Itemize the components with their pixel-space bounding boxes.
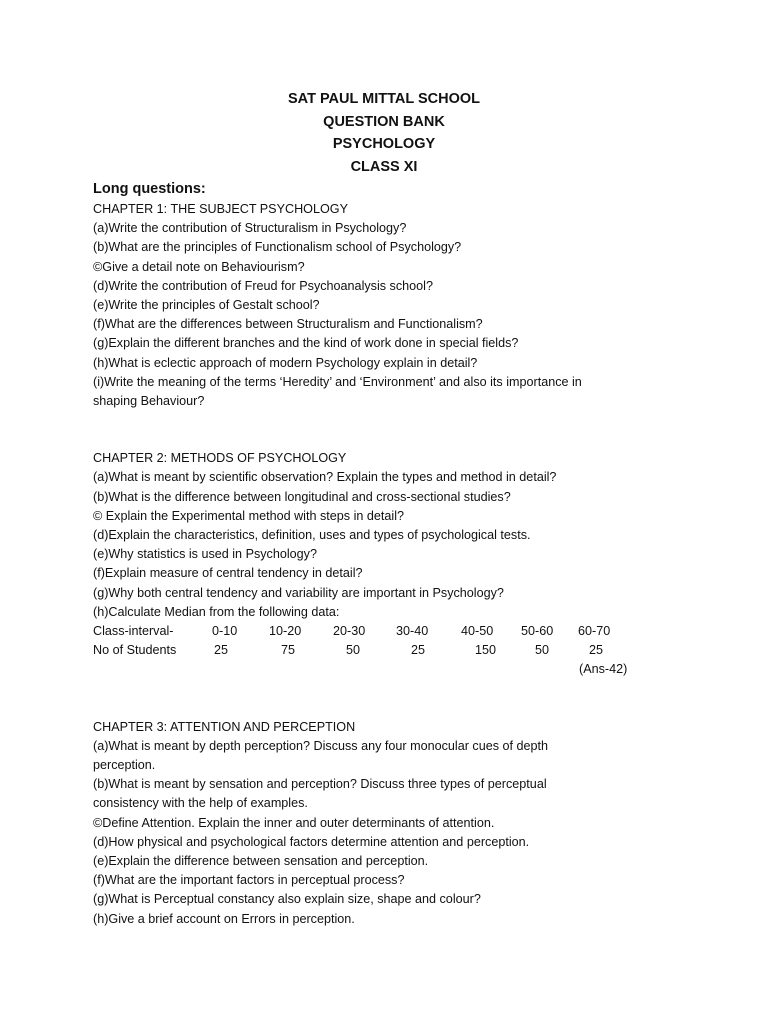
question-line: (d)Write the contribution of Freud for Psychoanalysis school? — [93, 278, 433, 293]
subject-name: PSYCHOLOGY — [332, 136, 436, 152]
question-line: (e)Explain the difference between sensation and perception. — [93, 854, 429, 869]
row-label: Class-interval- — [93, 624, 174, 639]
question-line: ©Give a detail note on Behaviourism? — [93, 259, 305, 274]
chapter-3 — [93, 718, 733, 929]
document-header — [0, 88, 768, 178]
interval-cell: 60-70 — [578, 624, 611, 639]
interval-cell: 30-40 — [396, 624, 429, 639]
question-line: (e)Why statistics is used in Psychology? — [93, 547, 317, 562]
question-line: (d)Explain the characteristics, definition, uses and types of psychological tests. — [93, 528, 531, 543]
question-line: (e)Write the principles of Gestalt school? — [93, 298, 320, 313]
question-line: (f)What are the important factors in perceptual process? — [93, 873, 405, 888]
row-label: No of Students — [93, 643, 177, 658]
question-line: (d)How physical and psychological factors determine attention and perception. — [93, 834, 530, 849]
question-line: (a)What is meant by scientific observation? Explain the types and method in detail? — [93, 470, 557, 485]
answer-row — [93, 660, 733, 679]
students-row — [93, 641, 733, 660]
question-line: (i)Write the meaning of the terms ‘Heredity’ and ‘Environment’ and also its importance in — [93, 374, 582, 389]
chapter-title: CHAPTER 3: ATTENTION AND PERCEPTION — [93, 719, 356, 734]
school-name: SAT PAUL MITTAL SCHOOL — [288, 91, 480, 107]
student-cell: 25 — [589, 643, 604, 658]
question-line: (b)What is meant by sensation and perception? Discuss three types of perceptual — [93, 777, 547, 792]
question-line: (h)Calculate Median from the following data: — [93, 604, 340, 619]
interval-cell: 0-10 — [212, 624, 238, 639]
answer-text: (Ans-42) — [579, 662, 628, 677]
chapter-1 — [93, 200, 733, 411]
question-line: (f)What are the differences between Structuralism and Functionalism? — [93, 317, 483, 332]
question-line: (b)What are the principles of Functionalism school of Psychology? — [93, 240, 462, 255]
chapter-title: CHAPTER 2: METHODS OF PSYCHOLOGY — [93, 451, 347, 466]
question-line: (f)Explain measure of central tendency in detail? — [93, 566, 363, 581]
interval-cell: 50-60 — [521, 624, 554, 639]
question-line: (a)Write the contribution of Structuralism in Psychology? — [93, 221, 407, 236]
question-line: (h)Give a brief account on Errors in perception. — [93, 911, 355, 926]
document-body — [93, 179, 733, 929]
student-cell: 25 — [214, 643, 229, 658]
student-cell: 150 — [475, 643, 497, 658]
question-line: ©Define Attention. Explain the inner and outer determinants of attention. — [93, 815, 495, 830]
student-cell: 50 — [346, 643, 361, 658]
question-line: (g)Why both central tendency and variability are important in Psychology? — [93, 585, 504, 600]
question-line: shaping Behaviour? — [93, 394, 205, 409]
long-questions-heading: Long questions: — [93, 181, 206, 197]
student-cell: 75 — [281, 643, 296, 658]
chapter-title: CHAPTER 1: THE SUBJECT PSYCHOLOGY — [93, 202, 348, 216]
question-line: (g)Explain the different branches and the kind of work done in special fields? — [93, 336, 519, 351]
class-interval-row — [93, 622, 733, 641]
question-line: © Explain the Experimental method with steps in detail? — [93, 508, 404, 523]
question-line: (a)What is meant by depth perception? Discuss any four monocular cues of depth — [93, 738, 549, 753]
document-type: QUESTION BANK — [323, 113, 445, 130]
class-name: CLASS XI — [350, 158, 418, 175]
student-cell: 25 — [411, 643, 426, 658]
question-line: (g)What is Perceptual constancy also explain size, shape and colour? — [93, 892, 481, 907]
question-line: (b)What is the difference between longitudinal and cross-sectional studies? — [93, 489, 511, 504]
student-cell: 50 — [535, 643, 550, 658]
interval-cell: 10-20 — [269, 624, 302, 639]
interval-cell: 40-50 — [461, 624, 494, 639]
chapter-2 — [93, 449, 733, 679]
interval-cell: 20-30 — [333, 624, 366, 639]
question-line: (h)What is eclectic approach of modern Psychology explain in detail? — [93, 355, 478, 370]
question-line: consistency with the help of examples. — [93, 796, 308, 811]
question-line: perception. — [93, 758, 156, 773]
